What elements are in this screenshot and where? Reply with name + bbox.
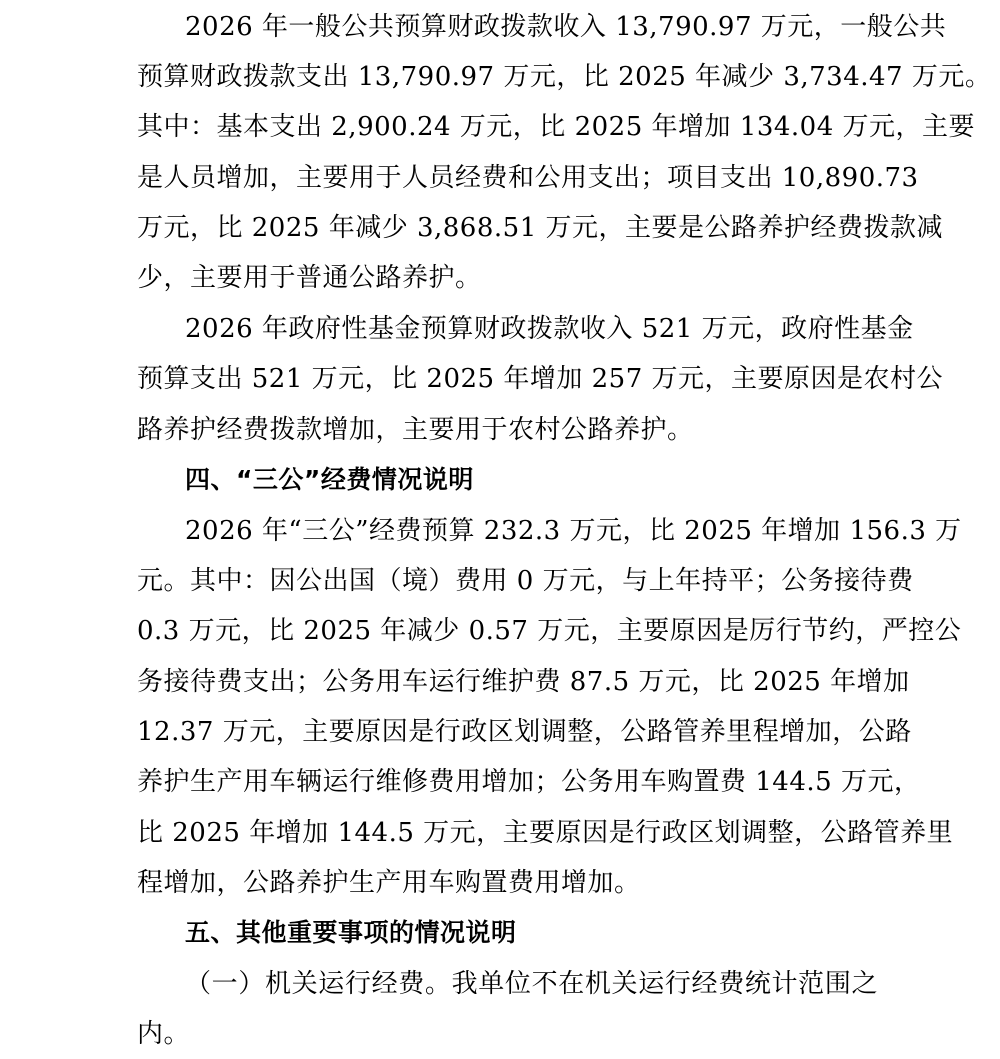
paragraph-1-line-4: 是人员增加，主要用于人员经费和公用支出；项目支出 10,890.73: [137, 163, 919, 193]
paragraph-2-line-3: 路养护经费拨款增加，主要用于农村公路养护。: [137, 415, 694, 445]
section-heading-5: 五、其他重要事项的情况说明: [185, 918, 517, 947]
paragraph-2-line-2: 预算支出 521 万元，比 2025 年增加 257 万元，主要原因是农村公: [137, 364, 944, 394]
paragraph-1-line-1: 2026 年一般公共预算财政拨款收入 13,790.97 万元，一般公共: [185, 12, 947, 42]
paragraph-3-line-3: 0.3 万元，比 2025 年减少 0.57 万元，主要原因是厉行节约，严控公: [137, 616, 962, 646]
paragraph-2-line-1: 2026 年政府性基金预算财政拨款收入 521 万元，政府性基金: [185, 314, 914, 344]
paragraph-1-line-3: 其中：基本支出 2,900.24 万元，比 2025 年增加 134.04 万元，主要: [137, 112, 976, 142]
paragraph-3-line-7: 比 2025 年增加 144.5 万元，主要原因是行政区划调整，公路管养里: [137, 818, 954, 848]
paragraph-3-line-6: 养护生产用车辆运行维修费用增加；公务用车购置费 144.5 万元，: [137, 767, 921, 797]
paragraph-3-line-2: 元。其中：因公出国（境）费用 0 万元，与上年持平；公务接待费: [137, 566, 914, 596]
paragraph-3-line-4: 务接待费支出；公务用车运行维护费 87.5 万元，比 2025 年增加: [137, 667, 910, 697]
section-heading-4: 四、“三公”经费情况说明: [185, 465, 474, 494]
paragraph-4-line-2: 内。: [137, 1019, 191, 1049]
paragraph-1-line-5: 万元，比 2025 年减少 3,868.51 万元，主要是公路养护经费拨款减: [137, 213, 944, 243]
paragraph-3-line-8: 程增加，公路养护生产用车购置费用增加。: [137, 868, 641, 898]
paragraph-1-line-2: 预算财政拨款支出 13,790.97 万元，比 2025 年减少 3,734.47 万元。: [137, 62, 992, 92]
paragraph-4-line-1: （一）机关运行经费。我单位不在机关运行经费统计范围之: [185, 969, 878, 999]
paragraph-3-line-5: 12.37 万元，主要原因是行政区划调整，公路管养里程增加，公路: [137, 717, 912, 747]
paragraph-1-line-6: 少，主要用于普通公路养护。: [137, 263, 482, 293]
paragraph-3-line-1: 2026 年“三公”经费预算 232.3 万元，比 2025 年增加 156.3 万: [185, 516, 962, 546]
